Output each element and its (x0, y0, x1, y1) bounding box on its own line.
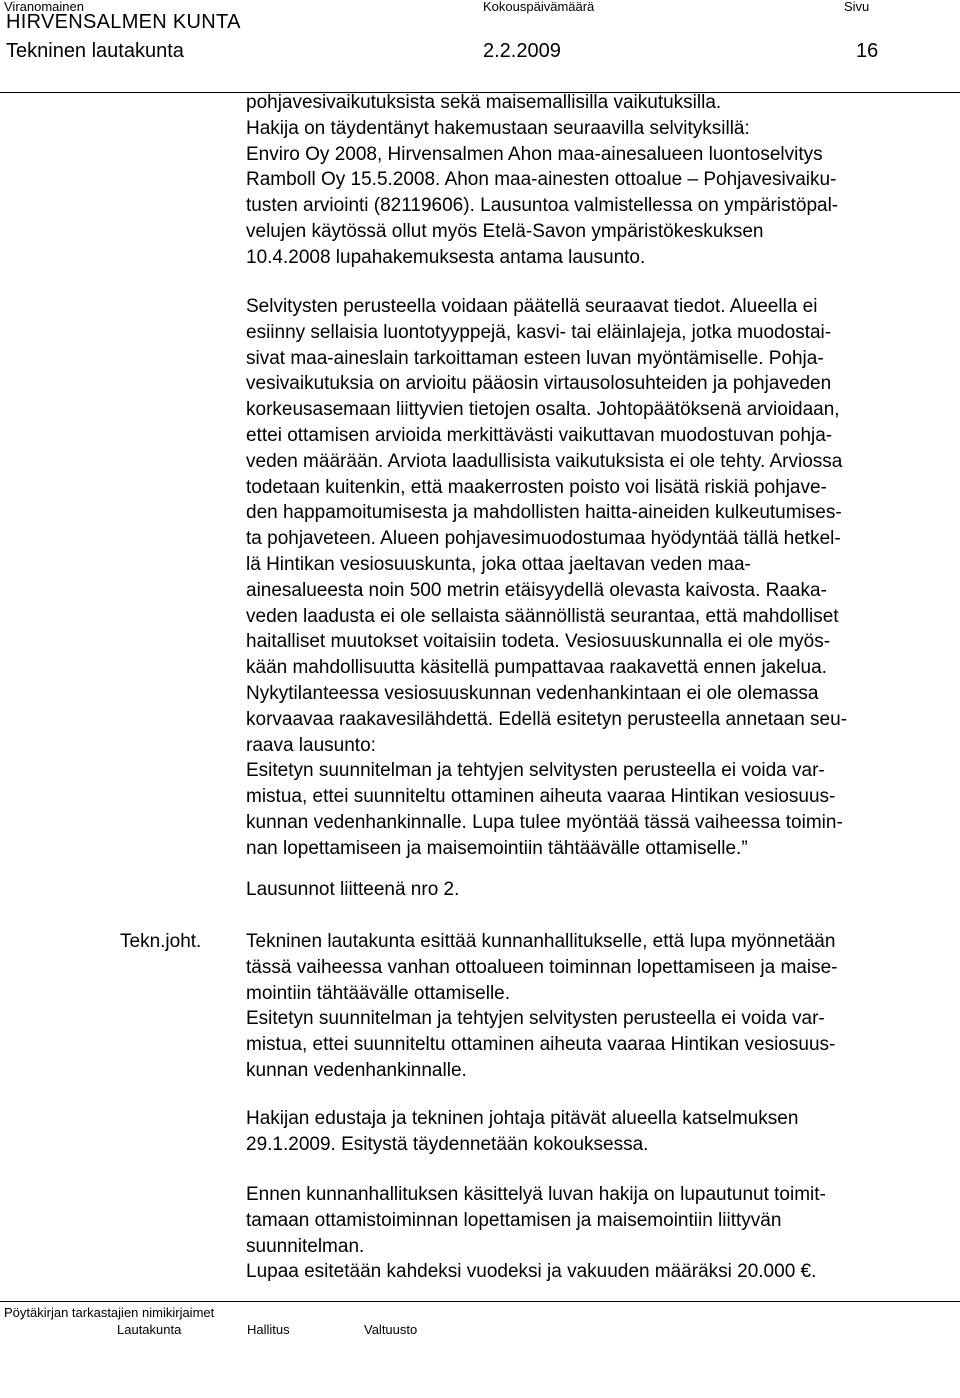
text-line: kunnan vedenhankinnalle. Lupa tulee myöntää tässä vaiheessa toimin- (246, 811, 843, 833)
footer-signature-valtuusto: Valtuusto (364, 1322, 418, 1337)
text-line: Lausunnot liitteenä nro 2. (246, 879, 460, 900)
text-line: haitalliset muutokset voitaisiin todeta. Vesiosuuskunnalla ei ole myös- (246, 631, 831, 653)
text-line: korvaavaa raakavesilähdettä. Edellä esitetyn perusteella annetaan seu- (246, 708, 847, 730)
text-line: den happamoitumisesta ja mahdollisten haitta-aineiden kulkeutumises- (246, 502, 842, 524)
authority-name: Tekninen lautakunta (6, 40, 184, 62)
text-line: korkeusasemaan liittyvien tietojen osalta. Johtopäätöksenä arvioidaan, (246, 399, 840, 421)
paragraph-supplements (246, 90, 954, 271)
footer-divider (0, 1301, 960, 1302)
header-label-authority: Viranomainen (4, 0, 84, 14)
proposal-label: Tekn.joht. (120, 931, 202, 952)
text-line: nan lopettamiseen ja maisemointiin tähtäävälle ottamiselle.” (246, 837, 748, 859)
text-line: vesivaikutuksia on arvioitu pääosin virtausolosuhteiden ja pohjaveden (246, 373, 832, 395)
paragraph-inspection (246, 1106, 954, 1158)
footer-title: Pöytäkirjan tarkastajien nimikirjaimet (4, 1305, 215, 1320)
text-line: tamaan ottamistoiminnan lopettamisen ja maisemointiin liittyvän (246, 1209, 782, 1231)
text-line: tusten arviointi (82119606). Lausuntoa valmistellessa on ympäristöpal- (246, 195, 839, 217)
text-line: suunnitelman. (246, 1235, 365, 1257)
text-line: todetaan kuitenkin, että maakerrosten poisto voi lisätä riskiä pohjave- (246, 476, 827, 498)
text-line: Ramboll Oy 15.5.2008. Ahon maa-ainesten ottoalue – Pohjavesivaiku- (246, 169, 837, 191)
meeting-date: 2.2.2009 (483, 40, 561, 62)
footer-signature-lautakunta: Lautakunta (117, 1322, 182, 1337)
paragraph-plan-and-guarantee (246, 1182, 954, 1285)
text-line: velujen käytössä ollut myös Etelä-Savon ympäristökeskuksen (246, 220, 764, 242)
organization-name: HIRVENSALMEN KUNTA (6, 11, 241, 33)
text-line: mistua, ettei suunniteltu ottaminen aiheuta vaaraa Hintikan vesiosuus- (246, 786, 836, 808)
text-line: tässä vaiheessa vanhan ottoalueen toiminnan lopettamiseen ja maise- (246, 956, 838, 978)
text-line: kunnan vedenhankinnalle. (246, 1059, 467, 1081)
text-line: Esitetyn suunnitelman ja tehtyjen selvitysten perusteella ei voida var- (246, 760, 825, 782)
text-line: Esitetyn suunnitelman ja tehtyjen selvitysten perusteella ei voida var- (246, 1008, 825, 1030)
text-line: Lupaa esitetään kahdeksi vuodeksi ja vakuuden määräksi 20.000 €. (246, 1261, 817, 1283)
text-line: ainesalueesta noin 500 metrin etäisyydellä olevasta kaivosta. Raaka- (246, 579, 827, 601)
text-line: Tekninen lautakunta esittää kunnanhallitukselle, että lupa myönnetään (246, 931, 836, 952)
text-line: ta pohjaveteen. Alueen pohjavesimuodostumaa hyödyntää tällä hetkel- (246, 528, 841, 550)
paragraph-findings (246, 294, 954, 862)
text-line: veden laadusta ei ole sellaista säännöllistä seurantaa, että mahdolliset (246, 605, 839, 627)
page-number: 16 (856, 40, 879, 62)
text-line: 10.4.2008 lupahakemuksesta antama lausunto. (246, 246, 646, 268)
text-line: Hakija on täydentänyt hakemustaan seuraavilla selvityksillä: (246, 117, 750, 139)
text-line: Hakijan edustaja ja tekninen johtaja pitävät alueella katselmuksen (246, 1108, 799, 1129)
text-line: kään mahdollisuutta käsitellä pumpattavaa raakavettä ennen jakelua. (246, 657, 827, 679)
text-line: mistua, ettei suunniteltu ottaminen aiheuta vaaraa Hintikan vesiosuus- (246, 1034, 836, 1056)
text-line: veden määrään. Arviota laadullisista vaikutuksista ei ole tehty. Arviossa (246, 450, 843, 472)
text-line: ettei ottamisen arvioida merkittävästi vaikuttavan muodostuvan pohja- (246, 424, 833, 446)
footer-signature-hallitus: Hallitus (247, 1322, 290, 1337)
text-line: Selvitysten perusteella voidaan päätellä seuraavat tiedot. Alueella ei (246, 296, 818, 317)
text-line: esiinny sellaisia luontotyyppejä, kasvi- tai eläinlajeja, jotka muodostai- (246, 321, 832, 343)
text-line: sivat maa-aineslain tarkoittaman esteen luvan myöntämiselle. Pohja- (246, 347, 824, 369)
header-label-page: Sivu (844, 0, 870, 14)
text-line: pohjavesivaikutuksista sekä maisemallisilla vaikutuksilla. (246, 92, 722, 113)
header-label-date: Kokouspäivämäärä (483, 0, 595, 14)
text-line: lä Hintikan vesiosuuskunta, joka ottaa jaeltavan veden maa- (246, 553, 751, 575)
text-line: raava lausunto: (246, 734, 376, 756)
text-line: Ennen kunnanhallituksen käsittelyä luvan hakija on lupautunut toimit- (246, 1184, 826, 1205)
text-line: 29.1.2009. Esitystä täydennetään kokouksessa. (246, 1133, 649, 1155)
paragraph-attachments (246, 877, 954, 903)
text-line: mointiin tähtäävälle ottamiselle. (246, 982, 511, 1004)
text-line: Enviro Oy 2008, Hirvensalmen Ahon maa-ainesalueen luontoselvitys (246, 143, 823, 165)
paragraph-proposal (246, 929, 954, 1084)
text-line: Nykytilanteessa vesiosuuskunnan vedenhankintaan ei ole olemassa (246, 682, 819, 704)
